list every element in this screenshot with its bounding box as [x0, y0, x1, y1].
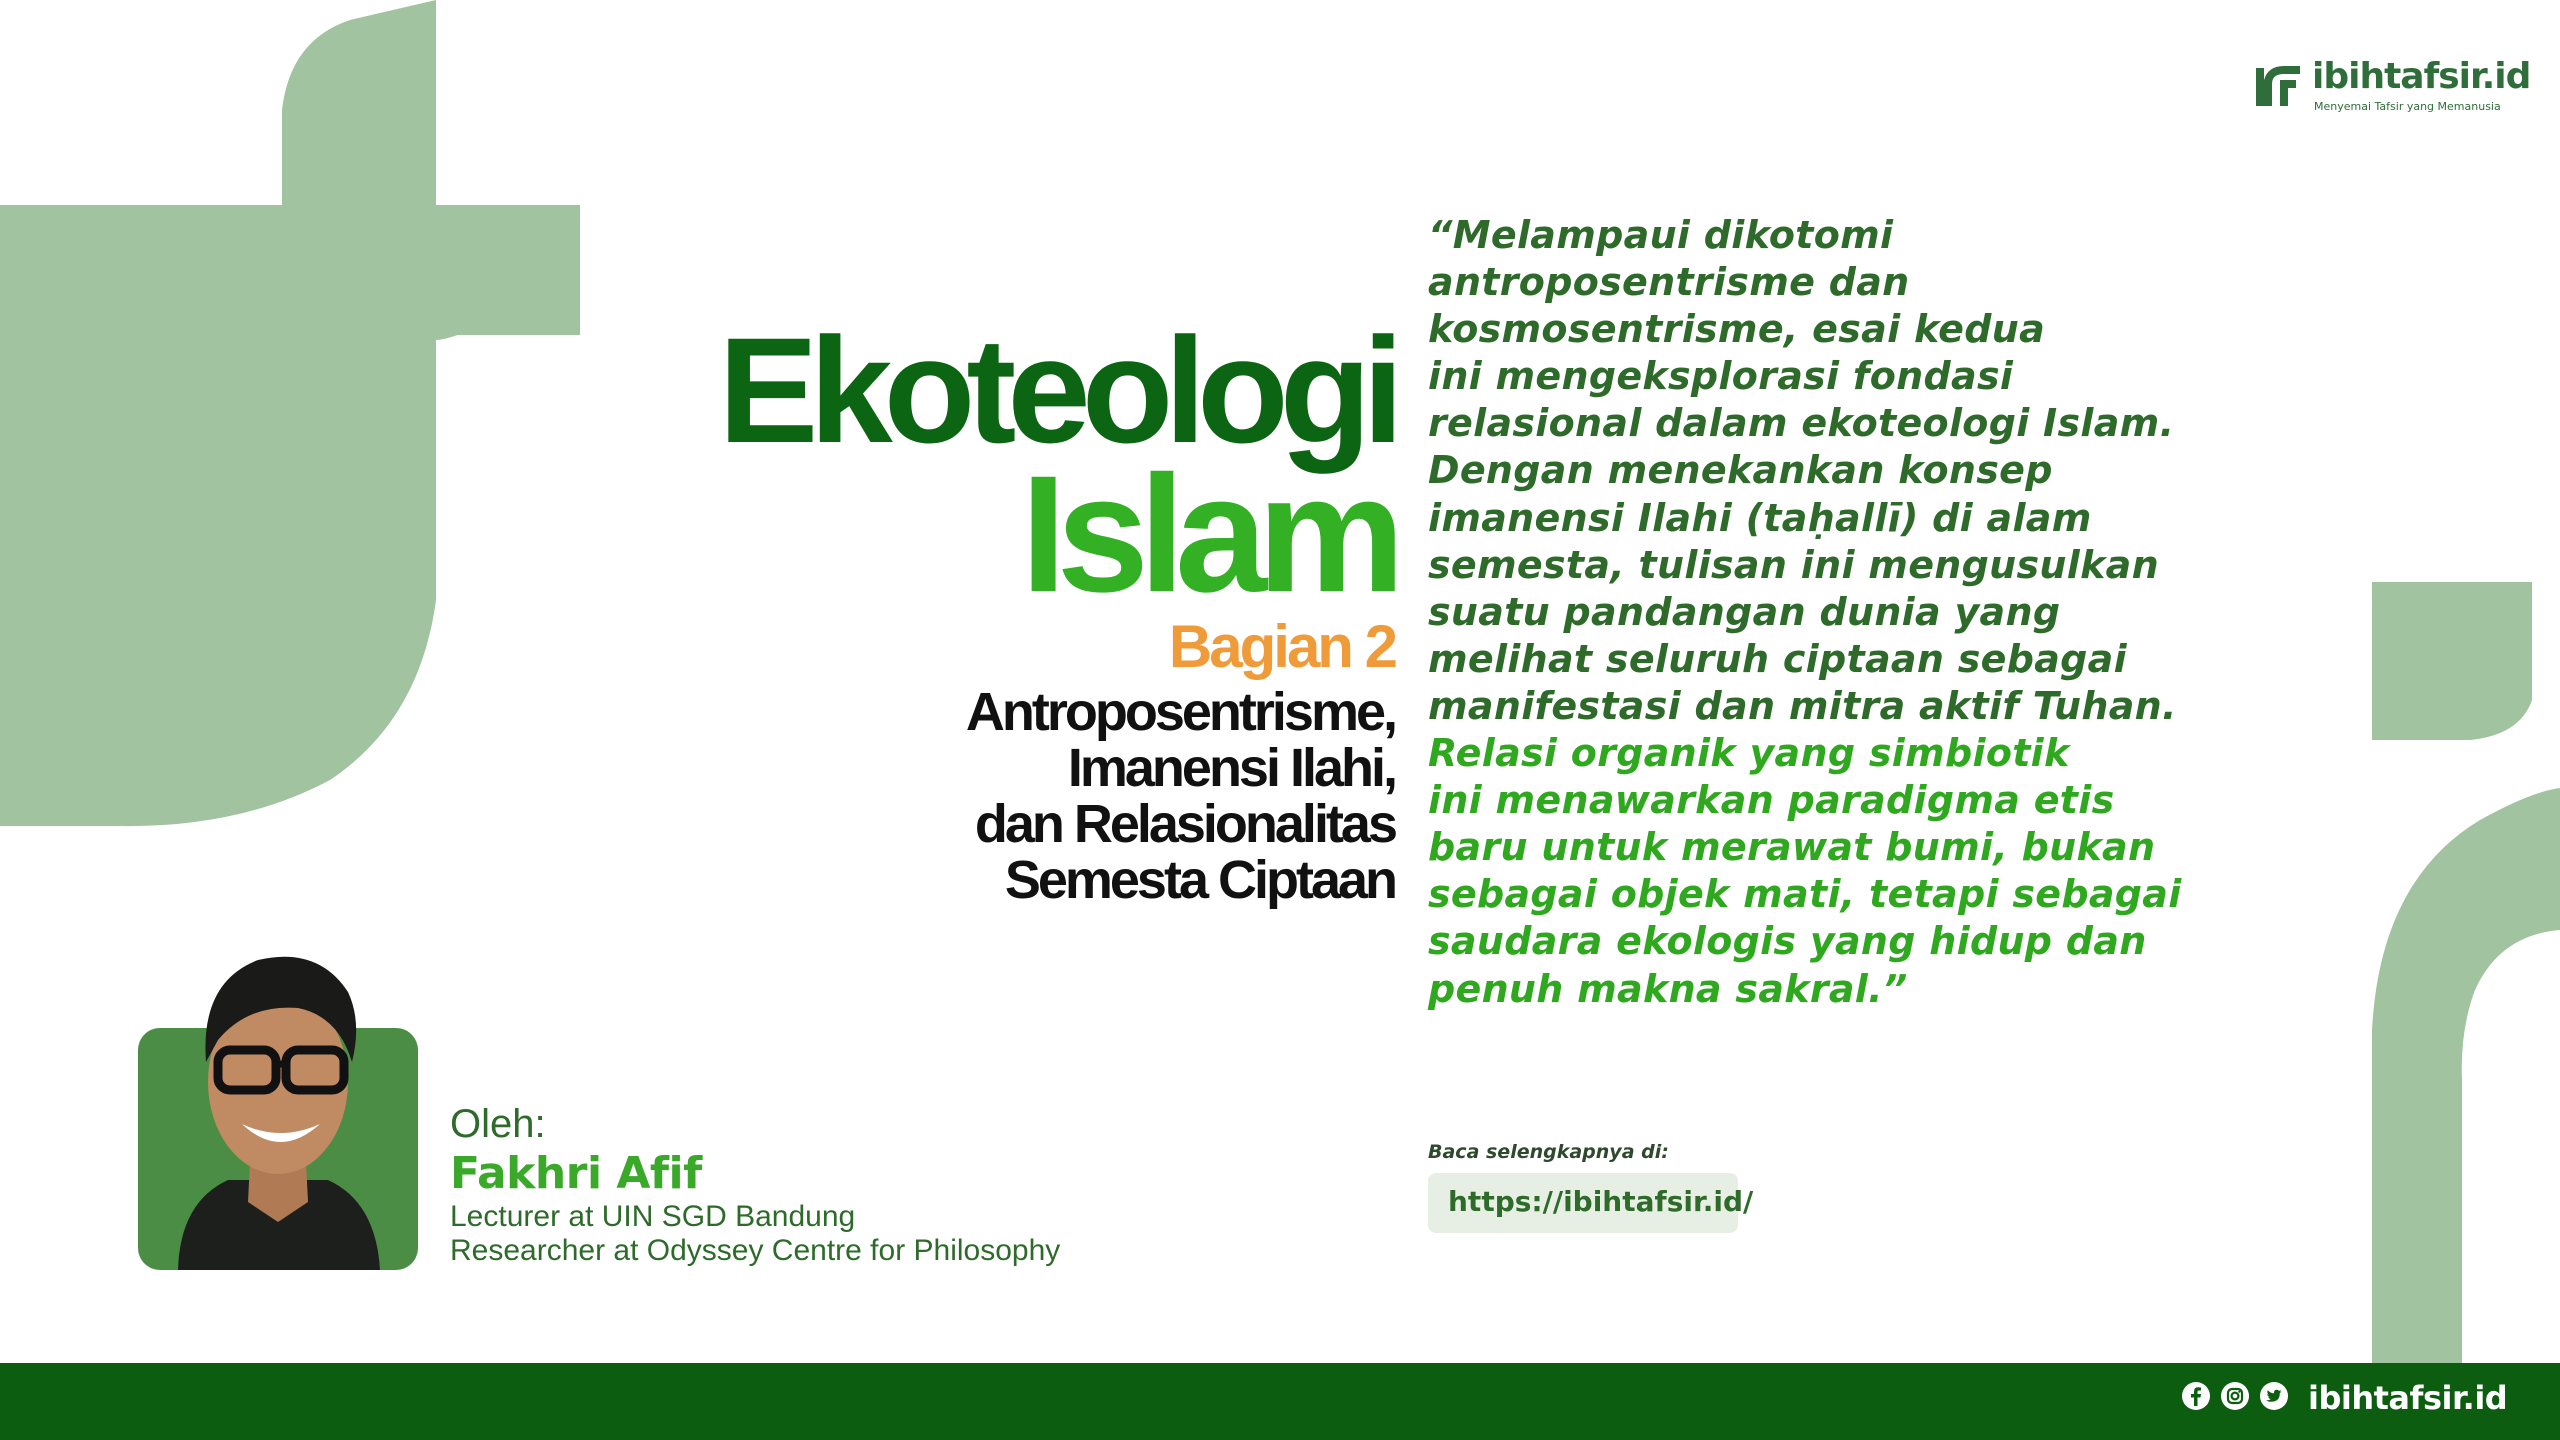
t-crossbar-shape	[0, 205, 580, 335]
quote-line: imanensi Ilahi (taḥallī) di alam	[1428, 495, 2092, 540]
part-label: Bagian 2	[1168, 613, 1395, 680]
author-photo	[138, 912, 418, 1270]
author-name: Fakhri Afif	[450, 1148, 702, 1199]
quote-line: kosmosentrisme, esai kedua	[1428, 307, 2046, 352]
title-line-2: Islam	[1020, 442, 1395, 627]
quote-line: ini mengeksplorasi fondasi	[1428, 354, 2014, 399]
quote-line-highlight: Relasi organik yang simbiotik	[1428, 731, 2070, 776]
quote-line: “Melampaui dikotomi	[1428, 213, 1894, 257]
logo-tagline: Menyemai Tafsir yang Memanusia	[2314, 100, 2501, 113]
twitter-icon[interactable]	[2259, 1381, 2289, 1411]
t-curve-shape	[0, 335, 436, 826]
subtitle-line: Imanensi Ilahi,	[1067, 738, 1395, 798]
title-block	[718, 306, 1395, 910]
quote-line: Dengan menekankan konsep	[1428, 448, 2053, 493]
subtitle-line: dan Relasionalitas	[974, 794, 1395, 854]
quote-line: semesta, tulisan ini mengusulkan	[1428, 542, 2159, 587]
footer-site-name[interactable]: ibihtafsir.id	[2308, 1379, 2508, 1417]
quote-line: suatu pandangan dunia yang	[1428, 589, 2061, 634]
right-arc-shape	[2372, 788, 2560, 1363]
author-info	[450, 1100, 1060, 1268]
title-line-1: Ekoteologi	[718, 306, 1395, 474]
read-more-link[interactable]	[1428, 1173, 1754, 1233]
subtitle-line: Semesta Ciptaan	[1004, 850, 1395, 910]
quote-line-highlight: baru untuk merawat bumi, bukan	[1428, 825, 2156, 870]
quote-line-highlight: ini menawarkan paradigma etis	[1428, 778, 2115, 823]
author-prefix: Oleh:	[450, 1102, 546, 1146]
footer-bar	[0, 1363, 2560, 1440]
quote-line: relasional dalam ekoteologi Islam.	[1428, 401, 2175, 446]
facebook-icon[interactable]	[2181, 1381, 2211, 1411]
author-role: Researcher at Odyssey Centre for Philosophy	[450, 1234, 1061, 1267]
quote-line-highlight: penuh makna sakral.”	[1428, 966, 1908, 1011]
read-more-label: Baca selengkapnya di:	[1428, 1141, 1669, 1163]
quote-line: antroposentrisme dan	[1428, 260, 1910, 305]
quote-line-highlight: sebagai objek mati, tetapi sebagai	[1428, 872, 2182, 917]
read-more-url[interactable]: https://ibihtafsir.id/	[1448, 1185, 1754, 1218]
logo-wordmark: ibihtafsir.id	[2312, 56, 2531, 97]
quote-line: melihat seluruh ciptaan sebagai	[1428, 636, 2127, 681]
brand-logo[interactable]	[2250, 56, 2531, 120]
quote-block	[1428, 212, 2188, 1013]
quote-line: manifestasi dan mitra aktif Tuhan.	[1428, 683, 2177, 728]
quote-line-highlight: saudara ekologis yang hidup dan	[1428, 919, 2147, 964]
right-leaf-shape	[2372, 582, 2532, 740]
logo-mark-icon	[2250, 60, 2304, 114]
author-role: Lecturer at UIN SGD Bandung	[450, 1200, 856, 1233]
instagram-icon[interactable]	[2220, 1381, 2250, 1411]
subtitle-line: Antroposentrisme,	[965, 682, 1395, 742]
